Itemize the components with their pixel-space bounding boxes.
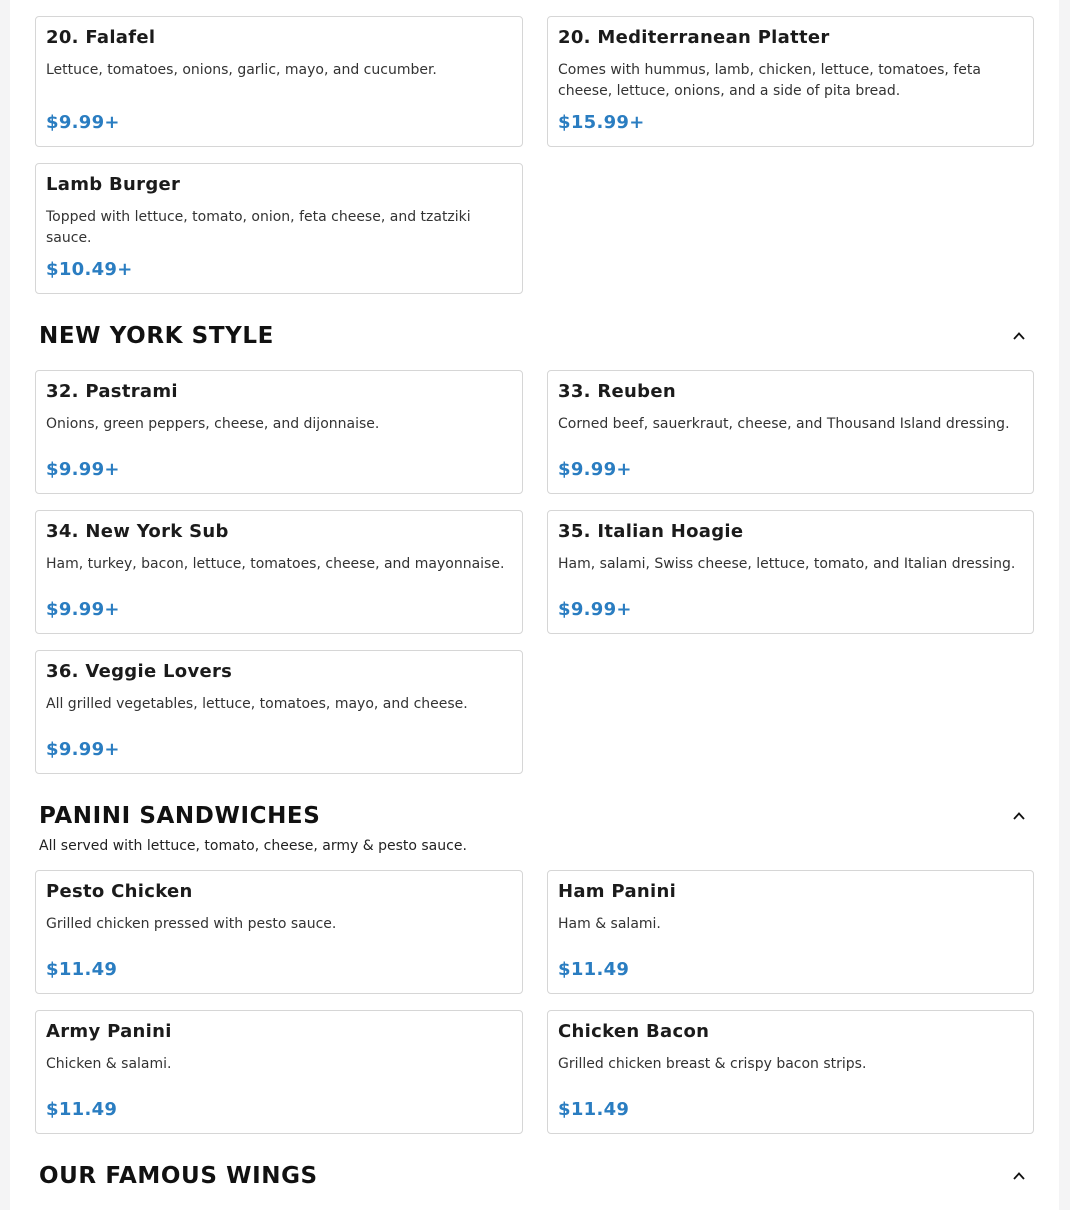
menu-item-description: Lettuce, tomatoes, onions, garlic, mayo, and cucumber. — [46, 62, 437, 78]
menu-item-price: $11.49 — [558, 1099, 630, 1120]
menu-page — [10, 0, 1059, 1210]
section-title: PANINI SANDWICHES — [39, 803, 321, 829]
menu-item-price: $10.49+ — [46, 259, 133, 280]
menu-item-name: 34. New York Sub — [46, 521, 229, 542]
menu-item-card[interactable] — [35, 650, 523, 774]
new-york-items — [35, 370, 1034, 774]
menu-item-card[interactable] — [547, 510, 1034, 634]
menu-item-name: 20. Falafel — [46, 27, 156, 48]
menu-item-description: Grilled chicken breast & crispy bacon strips. — [558, 1056, 867, 1072]
menu-item-card[interactable] — [35, 870, 523, 994]
menu-item-card[interactable] — [35, 510, 523, 634]
menu-item-description: Comes with hummus, lamb, chicken, lettuce, tomatoes, feta cheese, lettuce, onions, and a side of pita bread. — [558, 62, 981, 99]
menu-item-price: $11.49 — [558, 959, 630, 980]
section-spacer — [35, 294, 1034, 314]
menu-item-price: $9.99+ — [46, 739, 120, 760]
menu-item-card[interactable] — [35, 1010, 523, 1134]
menu-item-description: Topped with lettuce, tomato, onion, feta cheese, and tzatziki sauce. — [46, 209, 471, 246]
menu-item-card[interactable] — [547, 370, 1034, 494]
menu-item-description: Corned beef, sauerkraut, cheese, and Thousand Island dressing. — [558, 416, 1010, 432]
menu-item-price: $9.99+ — [558, 599, 632, 620]
menu-item-description: Chicken & salami. — [46, 1056, 172, 1072]
menu-item-name: 20. Mediterranean Platter — [558, 27, 830, 48]
menu-item-card[interactable] — [35, 16, 523, 147]
menu-item-price: $9.99+ — [558, 459, 632, 480]
panini-items — [35, 870, 1034, 1134]
menu-item-description: Ham & salami. — [558, 916, 661, 932]
menu-item-name: 35. Italian Hoagie — [558, 521, 744, 542]
section-description: All served with lettuce, tomato, cheese, army & pesto sauce. — [39, 838, 467, 854]
menu-item-price: $9.99+ — [46, 459, 120, 480]
menu-item-price: $11.49 — [46, 1099, 118, 1120]
section-spacer — [35, 1134, 1034, 1154]
menu-item-name: Chicken Bacon — [558, 1021, 710, 1042]
menu-item-card[interactable] — [35, 163, 523, 294]
section-spacer — [35, 774, 1034, 794]
chevron-up-icon[interactable] — [1012, 809, 1026, 823]
menu-item-name: Ham Panini — [558, 881, 677, 902]
menu-item-name: Pesto Chicken — [46, 881, 193, 902]
menu-item-price: $11.49 — [46, 959, 118, 980]
menu-item-card[interactable] — [547, 870, 1034, 994]
section-header-new-york-style[interactable] — [35, 314, 1034, 358]
menu-item-name: Army Panini — [46, 1021, 172, 1042]
menu-item-card[interactable] — [547, 16, 1034, 147]
menu-content — [35, 16, 1034, 1198]
menu-item-price: $15.99+ — [558, 112, 645, 133]
section-header-panini-sandwiches[interactable] — [35, 794, 1034, 838]
menu-item-card[interactable] — [547, 1010, 1034, 1134]
menu-item-name: 33. Reuben — [558, 381, 676, 402]
menu-item-name: 32. Pastrami — [46, 381, 178, 402]
menu-item-description: Ham, salami, Swiss cheese, lettuce, tomato, and Italian dressing. — [558, 556, 1016, 572]
menu-item-description: Grilled chicken pressed with pesto sauce. — [46, 916, 337, 932]
menu-item-card[interactable] — [35, 370, 523, 494]
menu-item-description: Ham, turkey, bacon, lettuce, tomatoes, cheese, and mayonnaise. — [46, 556, 505, 572]
section-title: OUR FAMOUS WINGS — [39, 1163, 318, 1189]
mediterranean-items — [35, 16, 1034, 294]
chevron-up-icon[interactable] — [1012, 329, 1026, 343]
section-spacer — [35, 358, 1034, 370]
menu-item-price: $9.99+ — [46, 599, 120, 620]
menu-item-name: Lamb Burger — [46, 174, 181, 195]
chevron-up-icon[interactable] — [1012, 1169, 1026, 1183]
menu-item-name: 36. Veggie Lovers — [46, 661, 233, 682]
section-title: NEW YORK STYLE — [39, 323, 274, 349]
menu-item-price: $9.99+ — [46, 112, 120, 133]
menu-item-description: Onions, green peppers, cheese, and dijonnaise. — [46, 416, 380, 432]
section-header-our-famous-wings[interactable] — [35, 1154, 1034, 1198]
menu-item-description: All grilled vegetables, lettuce, tomatoes, mayo, and cheese. — [46, 696, 468, 712]
